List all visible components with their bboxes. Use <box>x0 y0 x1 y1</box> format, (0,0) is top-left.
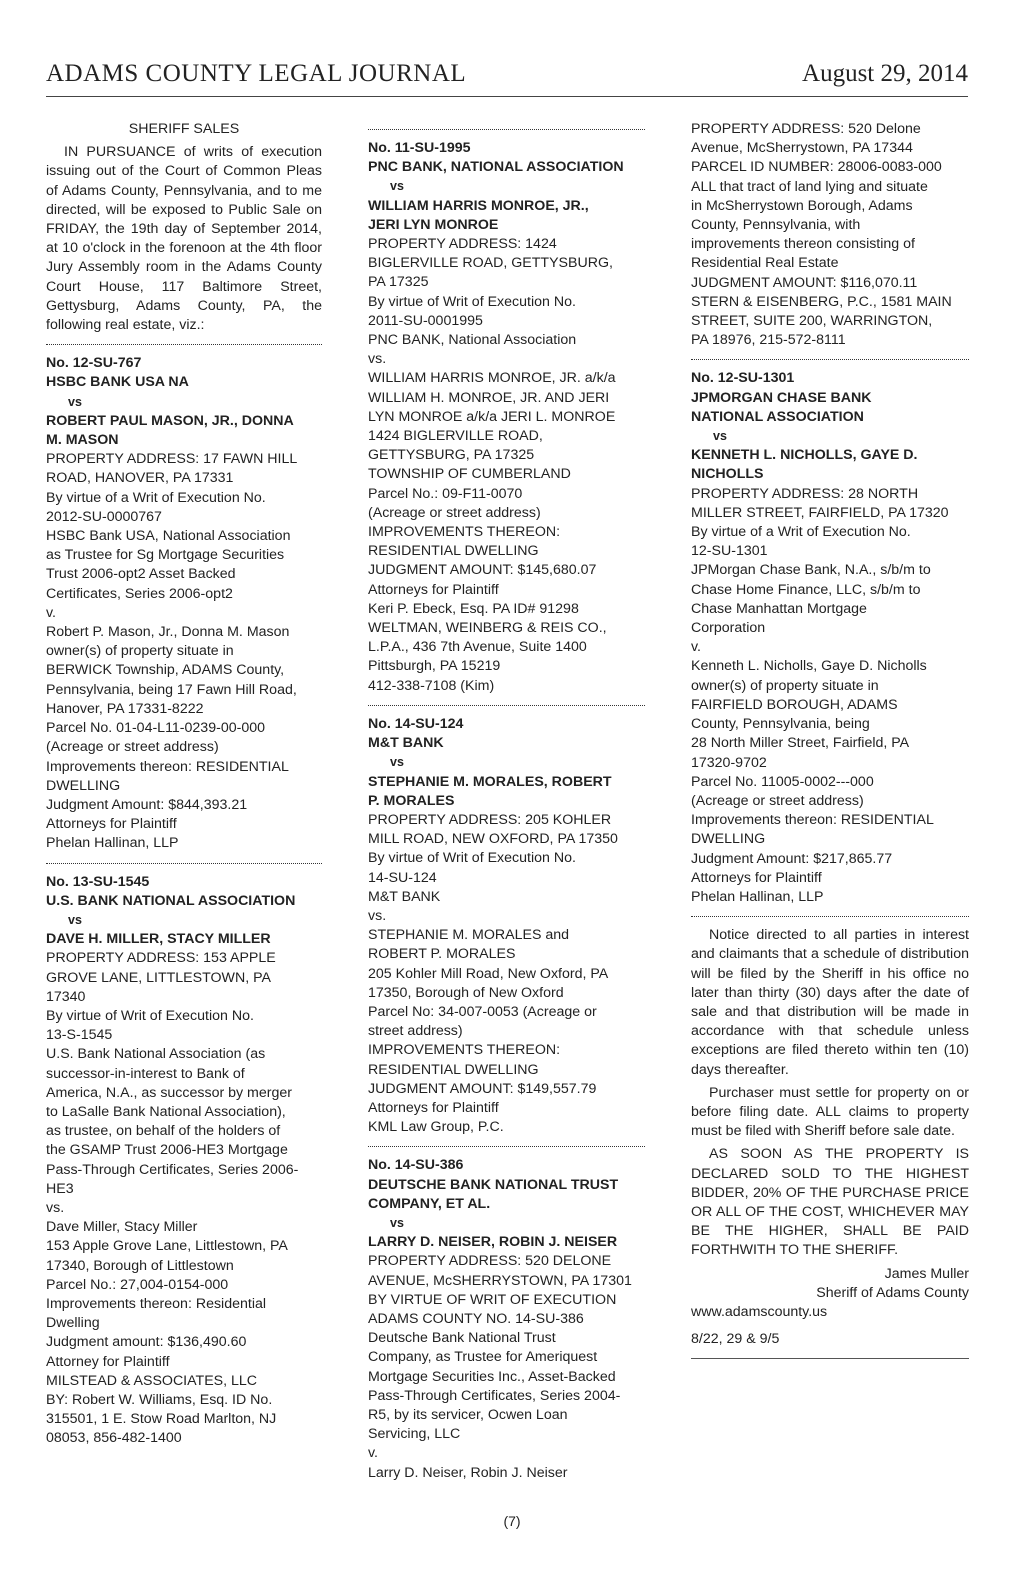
listing-line: Deutsche Bank National Trust <box>368 1330 556 1347</box>
listing-line: to LaSalle Bank National Association), <box>46 1103 286 1120</box>
listing-line: JUDGMENT AMOUNT: $149,557.79 <box>368 1080 597 1097</box>
case-number: No. 13-SU-1545 <box>46 873 150 890</box>
listing-line: BERWICK Township, ADAMS County, <box>46 662 285 679</box>
listing-line: Pittsburgh, PA 15219 <box>368 658 501 675</box>
notice-paragraph: Purchaser must settle for property on or before filing date. ALL claims to property must be filed with Sheriff before sale date. <box>691 1084 969 1140</box>
page-number: (7) <box>503 1513 521 1529</box>
divider <box>368 129 645 130</box>
plaintiff-name: U.S. BANK NATIONAL ASSOCIATION <box>46 892 296 909</box>
plaintiff-name: COMPANY, ET AL. <box>368 1195 491 1212</box>
listing-line: Chase Manhattan Mortgage <box>691 600 867 617</box>
spacer <box>691 1322 969 1330</box>
listing-line: GETTYSBURG, PA 17325 <box>368 447 535 464</box>
case-number: No. 12-SU-767 <box>46 355 142 372</box>
issue-date: August 29, 2014 <box>802 60 968 87</box>
listing-line: v. <box>368 1445 378 1462</box>
listing-line: Mortgage Securities Inc., Asset-Backed <box>368 1368 616 1385</box>
listing-line: JPMorgan Chase Bank, N.A., s/b/m to <box>691 562 931 579</box>
listing-line: STREET, SUITE 200, WARRINGTON, <box>691 313 933 330</box>
listing-line: Parcel No.: 27,004-0154-000 <box>46 1276 229 1293</box>
listing-line: Parcel No. 11005-0002---000 <box>691 773 874 790</box>
defendant-name: NICHOLLS <box>691 466 764 483</box>
listing-line: Dave Miller, Stacy Miller <box>46 1219 198 1236</box>
notice-paragraph: Notice directed to all parties in interest and claimants that a schedule of distribution will be filed by the Sheriff in his office no later than thirty (30) days after the date of sale and that distribution will be made in accordance with that schedule unless exceptions are filed thereto within ten (10) days thereafter. <box>691 927 969 1078</box>
listing-line: County, Pennsylvania, being <box>691 716 870 733</box>
case-number: No. 12-SU-1301 <box>691 370 795 387</box>
listing-line: PROPERTY ADDRESS: 520 Delone <box>691 121 921 137</box>
sheriff-name: James Muller <box>884 1265 969 1282</box>
listing-line: in McSherrystown Borough, Adams <box>691 197 913 214</box>
listing-line: Servicing, LLC <box>368 1426 461 1443</box>
listing-line: PARCEL ID NUMBER: 28006-0083-000 <box>691 159 942 176</box>
listing-line: Judgment amount: $136,490.60 <box>46 1334 247 1351</box>
listing-line: Pass-Through Certificates, Series 2006- <box>46 1161 299 1178</box>
listing-line: (Acreage or street address) <box>368 504 541 521</box>
listing-line: By virtue of Writ of Execution No. <box>368 850 576 867</box>
listing-line: JUDGMENT AMOUNT: $116,070.11 <box>691 274 918 291</box>
notice-paragraph: AS SOON AS THE PROPERTY IS DECLARED SOLD TO THE HIGHEST BIDDER, 20% OF THE PURCHASE PRICE OR ALL OF THE COST, WHICHEVER MAY BE THE HIGHER, SHALL BE PAID FORTHWITH TO THE SHERIFF. <box>691 1146 969 1259</box>
listing-line: IMPROVEMENTS THEREON: <box>368 524 561 541</box>
listing-line: improvements thereon consisting of <box>691 236 915 253</box>
listing-line: Improvements thereon: RESIDENTIAL <box>46 758 289 775</box>
listing-line: RESIDENTIAL DWELLING <box>368 543 539 560</box>
listing-line: WELTMAN, WEINBERG & REIS CO., <box>368 620 607 637</box>
defendant-name: ROBERT PAUL MASON, JR., DONNA <box>46 412 294 429</box>
case-number: No. 14-SU-386 <box>368 1157 464 1174</box>
versus-label: vs <box>68 394 82 409</box>
intro-paragraph: IN PURSUANCE of writs of execution issuing out of the Court of Common Pleas of Adams County, Pennsylvania, and to me directed, will be exposed to Public Sale on FRIDAY, the 19th day of September 2014, at 10 o'clock in the forenoon at the 4th floor Jury Assembly room in the Adams County Court House, 117 Baltimore Street, Gettysburg, Adams County, PA, the following real estate, viz.: <box>46 144 322 334</box>
versus-label: vs <box>713 429 727 444</box>
listing-line: ROBERT P. MORALES <box>368 946 516 963</box>
listing-line: Keri P. Ebeck, Esq. PA ID# 91298 <box>368 600 579 617</box>
case-number: No. 14-SU-124 <box>368 715 464 732</box>
listing-line: 153 Apple Grove Lane, Littlestown, PA <box>46 1238 288 1255</box>
listing-line: street address) <box>368 1023 463 1040</box>
listing-line: KML Law Group, P.C. <box>368 1119 504 1136</box>
listing-line: (Acreage or street address) <box>46 739 219 756</box>
defendant-name: JERI LYN MONROE <box>368 216 499 233</box>
listing-line: ROAD, HANOVER, PA 17331 <box>46 470 234 487</box>
listing-line: PROPERTY ADDRESS: 17 FAWN HILL <box>46 451 298 468</box>
versus-label: vs <box>390 1215 404 1230</box>
listing-line: 1424 BIGLERVILLE ROAD, <box>368 428 543 445</box>
listing-line: Hanover, PA 17331-8222 <box>46 700 204 717</box>
divider <box>691 916 969 917</box>
listing-line: as trustee, on behalf of the holders of <box>46 1123 281 1140</box>
listing-line: DWELLING <box>691 831 766 848</box>
listing-line: PA 18976, 215-572-8111 <box>691 332 846 349</box>
listing-line: BY VIRTUE OF WRIT OF EXECUTION <box>368 1291 617 1308</box>
listing-line: ALL that tract of land lying and situate <box>691 178 928 195</box>
publication-dates: 8/22, 29 & 9/5 <box>691 1331 780 1348</box>
defendant-name: STEPHANIE M. MORALES, ROBERT <box>368 773 612 790</box>
listing-line: 08053, 856-482-1400 <box>46 1430 182 1447</box>
listing-line: FAIRFIELD BOROUGH, ADAMS <box>691 696 898 713</box>
listing-line: owner(s) of property situate in <box>46 643 234 660</box>
listing-line: Parcel No.: 09-F11-0070 <box>368 485 523 502</box>
versus-label: vs <box>390 755 404 770</box>
versus-label: vs <box>68 912 82 927</box>
listing-line: America, N.A., as successor by merger <box>46 1084 292 1101</box>
listing-line: GROVE LANE, LITTLESTOWN, PA <box>46 969 271 986</box>
listing-line: TOWNSHIP OF CUMBERLAND <box>368 466 571 483</box>
listing-line: Attorney for Plaintiff <box>46 1353 170 1370</box>
divider <box>368 1146 645 1147</box>
listing-line: 13-S-1545 <box>46 1027 113 1044</box>
listing-line: Avenue, McSherrystown, PA 17344 <box>691 140 913 157</box>
listing-line: Robert P. Mason, Jr., Donna M. Mason <box>46 624 290 641</box>
listing-line: Residential Real Estate <box>691 255 839 272</box>
listing-line: 17340 <box>46 988 86 1005</box>
plaintiff-name: HSBC BANK USA NA <box>46 374 189 391</box>
column-1 <box>46 120 322 1449</box>
divider <box>46 344 322 345</box>
listing-line: DWELLING <box>46 777 121 794</box>
listing-line: LYN MONROE a/k/a JERI L. MONROE <box>368 408 616 425</box>
listing-line: PROPERTY ADDRESS: 1424 <box>368 236 557 253</box>
listing-line: STERN & EISENBERG, P.C., 1581 MAIN <box>691 293 952 310</box>
listing-line: Chase Home Finance, LLC, s/b/m to <box>691 581 921 598</box>
listing-line: owner(s) of property situate in <box>691 677 879 694</box>
listing-line: Attorneys for Plaintiff <box>46 816 177 833</box>
listing-line: By virtue of a Writ of Execution No. <box>46 489 266 506</box>
listing-line: PNC BANK, National Association <box>368 332 577 349</box>
listing-line: PA 17325 <box>368 274 429 291</box>
listing-line: By virtue of Writ of Execution No. <box>368 293 576 310</box>
listing-line: Attorneys for Plaintiff <box>368 581 499 598</box>
divider <box>691 359 969 360</box>
listing-line: vs. <box>46 1199 65 1216</box>
plaintiff-name: PNC BANK, NATIONAL ASSOCIATION <box>368 159 624 176</box>
listing-line: Phelan Hallinan, LLP <box>691 888 824 905</box>
divider <box>368 705 645 706</box>
website-text: www.adamscounty.us <box>691 1303 828 1320</box>
listing-line: Corporation <box>691 620 766 637</box>
listing-line: BY: Robert W. Williams, Esq. ID No. <box>46 1392 273 1408</box>
listing-line: Parcel No. 01-04-L11-0239-00-000 <box>46 720 265 737</box>
listing-line: HSBC Bank USA, National Association <box>46 528 291 545</box>
listing-line: 205 Kohler Mill Road, New Oxford, PA <box>368 965 609 982</box>
plaintiff-name: M&T BANK <box>368 735 444 752</box>
listing-line: 17320-9702 <box>691 754 767 771</box>
listing-line: PROPERTY ADDRESS: 205 KOHLER <box>368 811 612 828</box>
listing-line: By virtue of a Writ of Execution No. <box>691 524 911 541</box>
listing-line: PROPERTY ADDRESS: 153 APPLE <box>46 950 276 967</box>
listing-line: 2011-SU-0001995 <box>368 312 483 329</box>
listing-line: Dwelling <box>46 1315 100 1332</box>
case-number: No. 11-SU-1995 <box>368 140 471 156</box>
defendant-name: WILLIAM HARRIS MONROE, JR., <box>368 197 589 214</box>
listing-line: STEPHANIE M. MORALES and <box>368 927 570 944</box>
listing-line: 14-SU-124 <box>368 869 437 886</box>
listing-line: By virtue of Writ of Execution No. <box>46 1007 254 1024</box>
listing-line: Phelan Hallinan, LLP <box>46 835 179 852</box>
listing-line: Judgment Amount: $217,865.77 <box>691 850 893 867</box>
listing-line: MILSTEAD & ASSOCIATES, LLC <box>46 1372 258 1389</box>
listing-line: Improvements thereon: RESIDENTIAL <box>691 812 934 829</box>
listing-line: 17340, Borough of Littlestown <box>46 1257 234 1274</box>
defendant-name: M. MASON <box>46 432 119 449</box>
listing-line: 412-338-7108 (Kim) <box>368 677 495 694</box>
listing-line: Company, as Trustee for Ameriquest <box>368 1349 598 1366</box>
listing-line: Judgment Amount: $844,393.21 <box>46 796 248 813</box>
listing-line: as Trustee for Sg Mortgage Securities <box>46 547 285 564</box>
defendant-name: DAVE H. MILLER, STACY MILLER <box>46 931 271 948</box>
listing-line: Attorneys for Plaintiff <box>691 869 822 886</box>
listing-line: Pass-Through Certificates, Series 2004- <box>368 1387 621 1404</box>
listing-line: Kenneth L. Nicholls, Gaye D. Nicholls <box>691 658 927 675</box>
divider <box>46 863 322 864</box>
sheriff-title: Sheriff of Adams County <box>816 1284 969 1301</box>
defendant-name: LARRY D. NEISER, ROBIN J. NEISER <box>368 1234 618 1251</box>
listing-line: (Acreage or street address) <box>691 792 864 809</box>
defendant-name: KENNETH L. NICHOLLS, GAYE D. <box>691 447 918 464</box>
listing-line: U.S. Bank National Association (as <box>46 1046 266 1063</box>
listing-line: WILLIAM HARRIS MONROE, JR. a/k/a <box>368 370 616 387</box>
column-3 <box>691 120 969 1368</box>
listing-line: Trust 2006-opt2 Asset Backed <box>46 566 236 583</box>
listing-line: Improvements thereon: Residential <box>46 1295 267 1312</box>
masthead <box>46 58 968 97</box>
listing-line: MILL ROAD, NEW OXFORD, PA 17350 <box>368 831 618 848</box>
sheriff-sales-heading: SHERIFF SALES <box>128 121 240 137</box>
listing-line: vs. <box>368 907 387 924</box>
listing-line: ADAMS COUNTY NO. 14-SU-386 <box>368 1310 584 1327</box>
listing-line: BIGLERVILLE ROAD, GETTYSBURG, <box>368 255 613 272</box>
listing-line: R5, by its servicer, Ocwen Loan <box>368 1407 568 1423</box>
listing-line: Certificates, Series 2006-opt2 <box>46 585 233 602</box>
listing-line: MILLER STREET, FAIRFIELD, PA 17320 <box>691 504 949 521</box>
journal-title: ADAMS COUNTY LEGAL JOURNAL <box>46 60 467 87</box>
plaintiff-name: DEUTSCHE BANK NATIONAL TRUST <box>368 1176 619 1193</box>
listing-line: 12-SU-1301 <box>691 543 768 560</box>
listing-line: County, Pennsylvania, with <box>691 217 861 234</box>
listing-line: 28 North Miller Street, Fairfield, PA <box>691 735 910 752</box>
listing-line: 2012-SU-0000767 <box>46 508 162 525</box>
listing-line: v. <box>691 639 701 656</box>
listing-line: PROPERTY ADDRESS: 520 DELONE <box>368 1253 612 1270</box>
listing-line: v. <box>46 604 56 621</box>
listing-line: Pennsylvania, being 17 Fawn Hill Road, <box>46 681 297 698</box>
listing-line: IMPROVEMENTS THEREON: <box>368 1042 561 1059</box>
plaintiff-name: JPMORGAN CHASE BANK <box>691 389 872 406</box>
listing-line: 315501, 1 E. Stow Road Marlton, NJ <box>46 1411 277 1428</box>
versus-label: vs <box>390 179 404 194</box>
defendant-name: P. MORALES <box>368 792 455 809</box>
divider <box>691 1358 969 1359</box>
listing-line: RESIDENTIAL DWELLING <box>368 1061 539 1078</box>
listing-line: 17350, Borough of New Oxford <box>368 984 564 1001</box>
listing-line: L.P.A., 436 7th Avenue, Suite 1400 <box>368 639 587 656</box>
listing-line: Attorneys for Plaintiff <box>368 1099 499 1116</box>
listing-line: successor-in-interest to Bank of <box>46 1065 245 1082</box>
listing-line: HE3 <box>46 1180 74 1197</box>
listing-line: M&T BANK <box>368 888 441 905</box>
listing-line: JUDGMENT AMOUNT: $145,680.07 <box>368 562 597 579</box>
listing-line: WILLIAM H. MONROE, JR. AND JERI <box>368 389 610 406</box>
listing-line: the GSAMP Trust 2006-HE3 Mortgage <box>46 1142 288 1159</box>
listing-line: vs. <box>368 351 387 368</box>
column-2 <box>368 120 645 1483</box>
listing-line: Larry D. Neiser, Robin J. Neiser <box>368 1464 568 1481</box>
listing-line: Parcel No: 34-007-0053 (Acreage or <box>368 1003 597 1020</box>
listing-line: AVENUE, McSHERRYSTOWN, PA 17301 <box>368 1272 632 1289</box>
plaintiff-name: NATIONAL ASSOCIATION <box>691 408 864 425</box>
listing-line: PROPERTY ADDRESS: 28 NORTH <box>691 485 919 502</box>
